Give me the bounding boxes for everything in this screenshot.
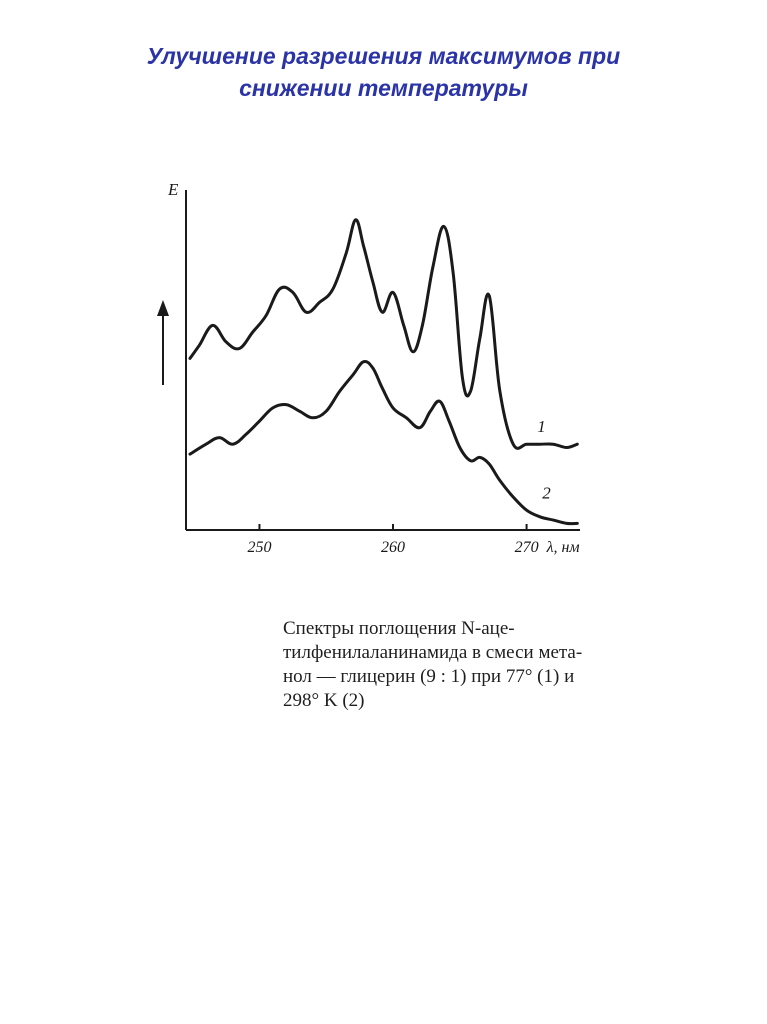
caption-line-1: Спектры поглощения N-аце- (283, 618, 515, 639)
caption-line-2: тилфенилаланинамида в смеси мета- (283, 642, 583, 663)
series-label-2: 2 (542, 483, 551, 503)
y-direction-arrow (157, 300, 169, 385)
page-title-line-2: снижении температуры (239, 75, 528, 101)
series-group (190, 220, 577, 524)
caption-line-3: нол — глицерин (9 : 1) при 77° (1) и (283, 666, 575, 687)
y-axis-label: E (168, 180, 179, 199)
series-labels (537, 417, 551, 502)
page-title (0, 40, 767, 104)
page-title-line-1: Улучшение разрешения максимумов при (146, 43, 621, 69)
series-line-1 (190, 220, 577, 449)
x-tick-label-260: 260 (381, 539, 406, 556)
chart-svg (150, 170, 590, 570)
x-axis-label: λ, нм (546, 539, 580, 556)
chart-axes (157, 180, 580, 530)
figure-caption (283, 617, 601, 713)
series-label-1: 1 (537, 417, 546, 437)
x-ticks (247, 524, 579, 556)
x-tick-label-250: 250 (247, 539, 272, 556)
series-line-2 (190, 361, 577, 523)
spectrum-chart (150, 170, 590, 570)
x-tick-label-270: 270 (514, 539, 539, 556)
caption-line-4: 298° K (2) (283, 690, 365, 711)
